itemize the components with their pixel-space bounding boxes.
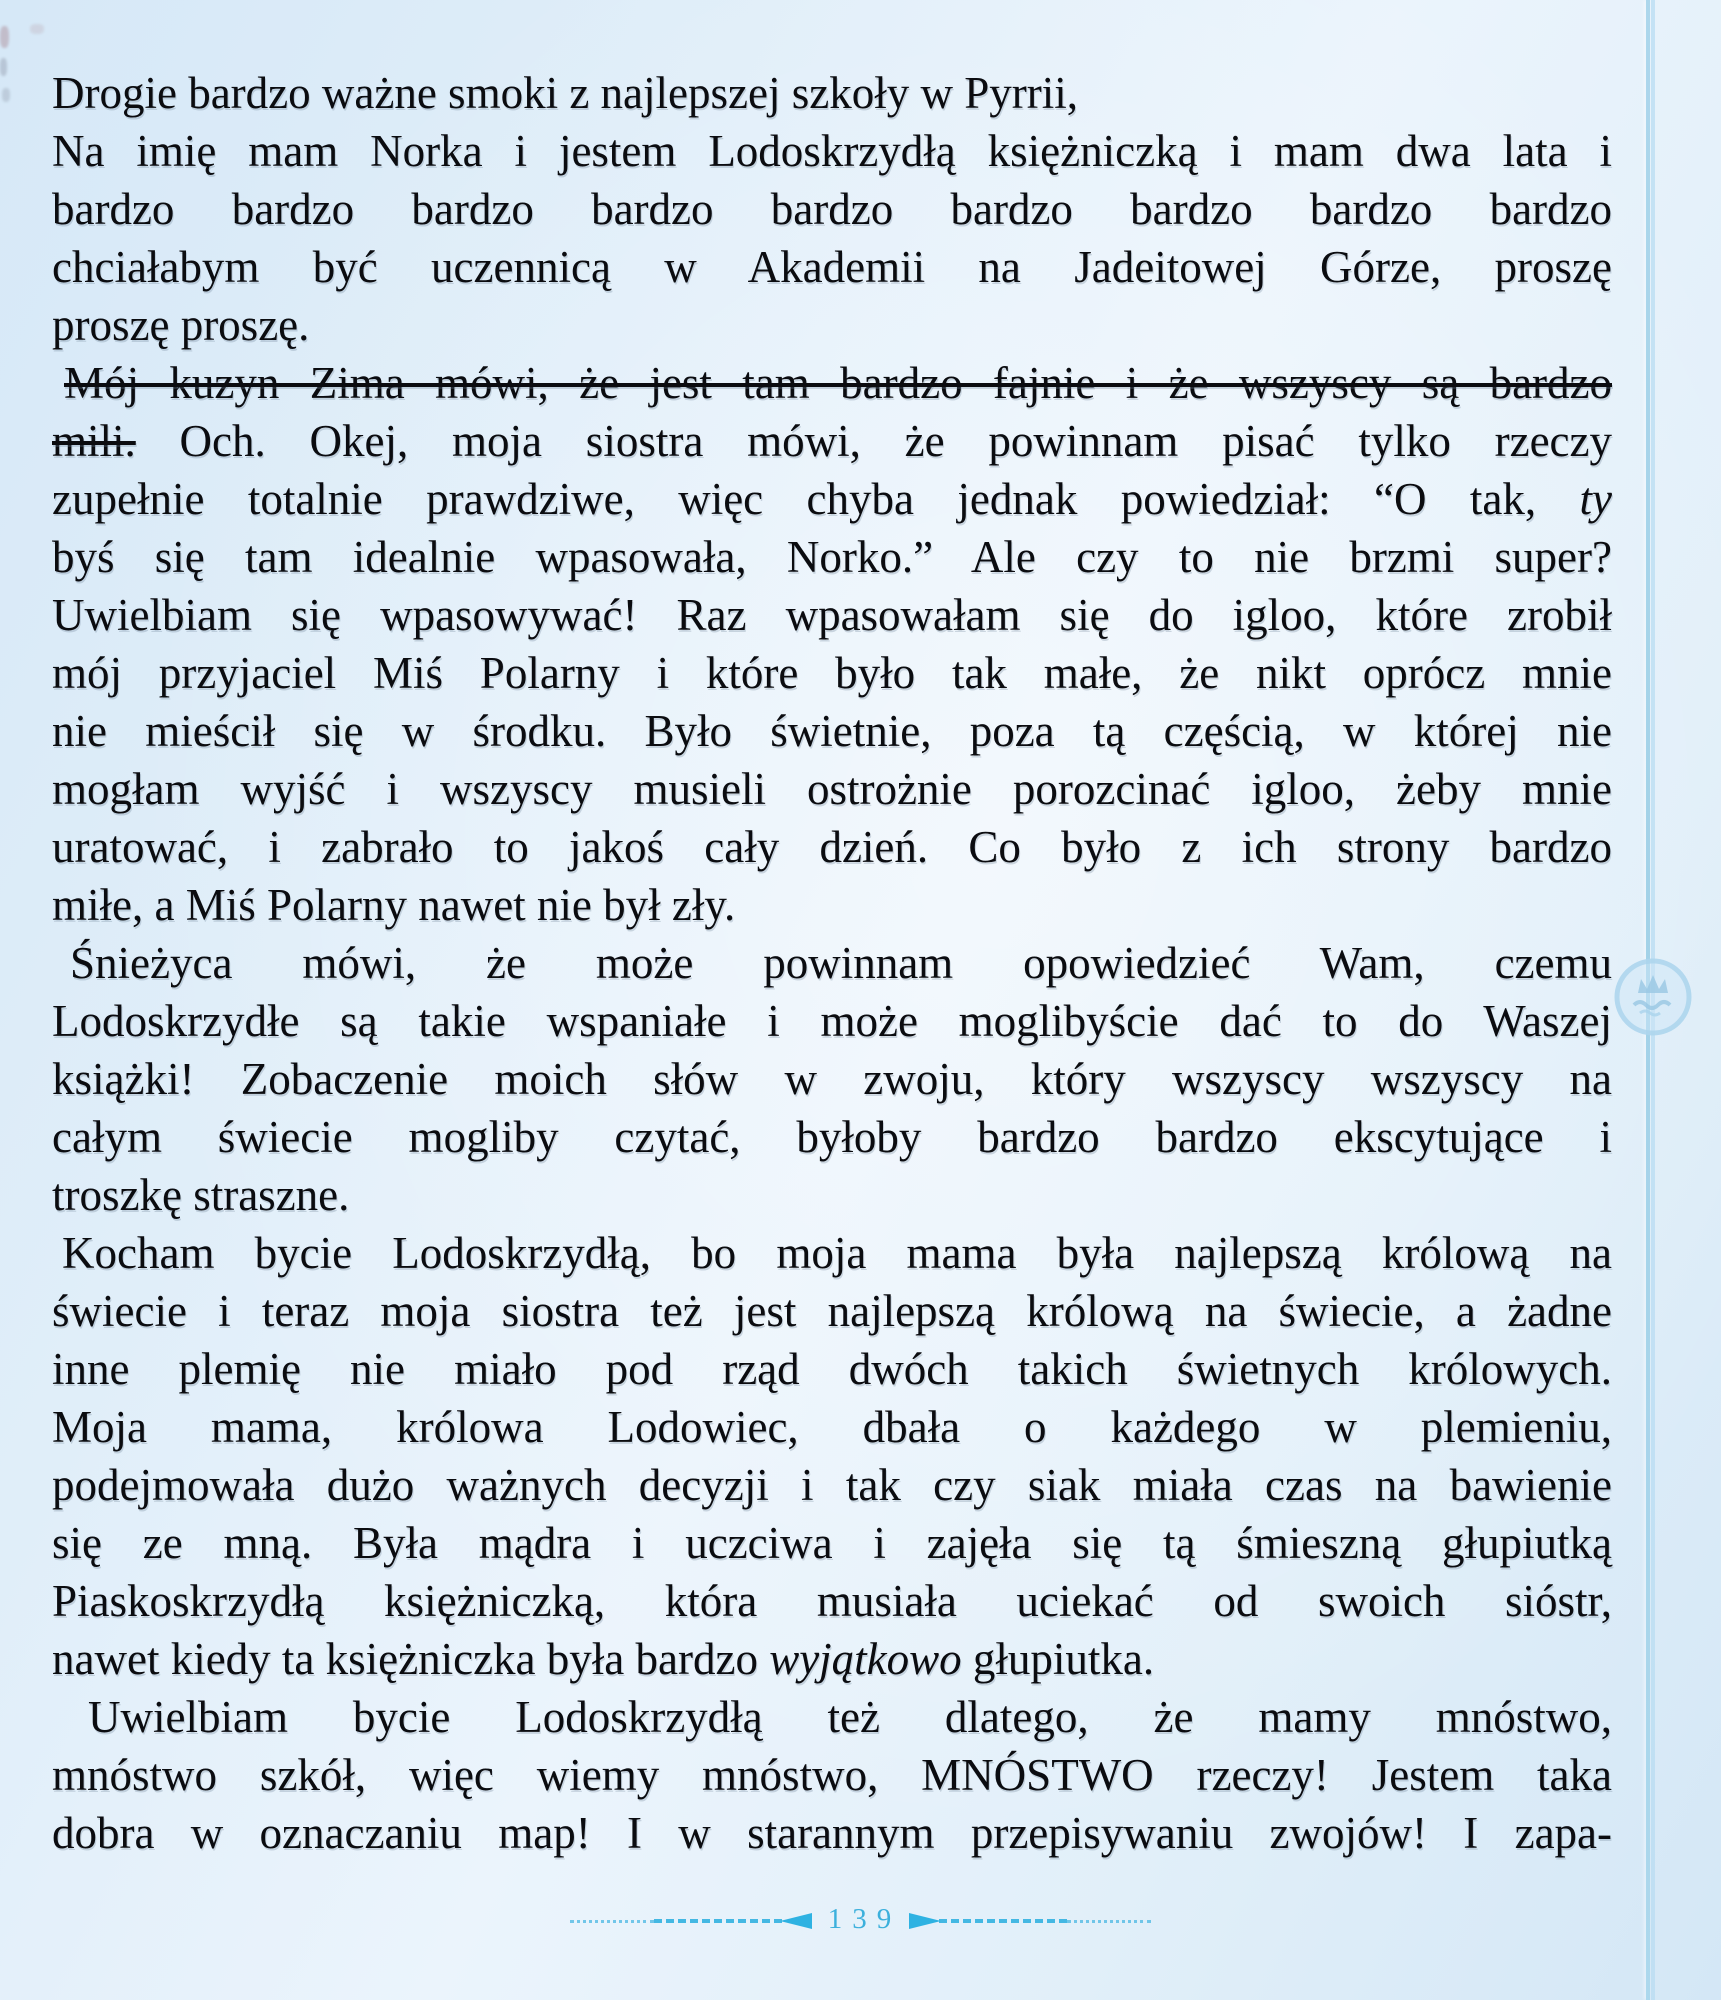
- text-segment: inne plemię nie miało pod rząd dwóch takich świetnych królowych.: [52, 1344, 1612, 1394]
- text-line: [52, 1224, 1612, 1282]
- ornament-dashes-right-icon: [939, 1919, 1067, 1923]
- scan-artifact: [0, 26, 9, 48]
- text-line: [52, 934, 1612, 992]
- text-line: [52, 644, 1612, 702]
- text-segment: głupiutka.: [961, 1634, 1155, 1684]
- text-line: [52, 296, 1612, 354]
- text-segment: nie mieścił się w środku. Było świetnie, poza tą częścią, w której nie: [52, 706, 1612, 756]
- text-segment: Piaskoskrzydłą księżniczką, która musiała uciekać od swoich sióstr,: [52, 1576, 1612, 1626]
- text-segment: Uwielbiam się wpasowywać! Raz wpasowałam się do igloo, które zrobił: [52, 590, 1612, 640]
- text-segment: Drogie bardzo ważne smoki z najlepszej szkoły w Pyrrii,: [52, 68, 1078, 118]
- scan-artifact: [2, 88, 10, 102]
- text-line: [52, 586, 1612, 644]
- text-line: [52, 1108, 1612, 1166]
- text-segment: świecie i teraz moja siostra też jest najlepszą królową na świecie, a żadne: [52, 1286, 1612, 1336]
- text-segment: Śnieżyca mówi, że może powinnam opowiedzieć Wam, czemu: [70, 938, 1612, 988]
- text-segment: mogłam wyjść i wszyscy musieli ostrożnie porozcinać igloo, żeby mnie: [52, 764, 1612, 814]
- ornament-dashes-left-icon: [654, 1919, 782, 1923]
- text-line: [52, 122, 1612, 180]
- text-line: [52, 1340, 1612, 1398]
- text-line: [52, 876, 1612, 934]
- ornament-dots-left-icon: [570, 1920, 654, 1923]
- strike-text: Mój kuzyn Zima mówi, że jest tam bardzo fajnie i że wszyscy są bardzo: [64, 358, 1612, 408]
- text-line: [52, 818, 1612, 876]
- text-segment: zupełnie totalnie prawdziwe, więc chyba jednak powiedział: “O tak,: [52, 474, 1580, 524]
- italic-text: wyjątkowo: [769, 1634, 962, 1684]
- text-line: [52, 1746, 1612, 1804]
- text-segment: Och. Okej, moja siostra mówi, że powinnam pisać tylko rzeczy: [135, 416, 1612, 466]
- text-line: [52, 64, 1612, 122]
- text-line: [52, 412, 1612, 470]
- text-line: [52, 238, 1612, 296]
- page-number: 139: [827, 1902, 902, 1935]
- text-segment: troszkę straszne.: [52, 1170, 350, 1220]
- italic-text: ty: [1579, 474, 1612, 524]
- strike-text: mili.: [52, 416, 136, 466]
- text-segment: się ze mną. Była mądra i uczciwa i zajęła się tą śmieszną głupiutką: [52, 1518, 1612, 1568]
- text-line: [52, 1572, 1612, 1630]
- text-segment: bardzo bardzo bardzo bardzo bardzo bardzo bardzo bardzo bardzo: [52, 184, 1612, 234]
- ornament-dots-right-icon: [1067, 1920, 1151, 1923]
- text-line: [52, 992, 1612, 1050]
- text-line: [52, 1166, 1612, 1224]
- text-segment: Na imię mam Norka i jestem Lodoskrzydłą księżniczką i mam dwa lata i: [52, 126, 1612, 176]
- scan-artifact: [0, 58, 7, 76]
- text-segment: dobra w oznaczaniu map! I w starannym przepisywaniu zwojów! I zapa-: [52, 1808, 1612, 1858]
- text-line: [52, 528, 1612, 586]
- text-segment: Uwielbiam bycie Lodoskrzydłą też dlatego, że mamy mnóstwo,: [88, 1692, 1612, 1742]
- text-line: [52, 760, 1612, 818]
- text-segment: książki! Zobaczenie moich słów w zwoju, który wszyscy wszyscy na: [52, 1054, 1612, 1104]
- text-line: [52, 1050, 1612, 1108]
- text-line: [52, 1514, 1612, 1572]
- crown-badge-icon: [1608, 951, 1698, 1043]
- text-segment: proszę proszę.: [52, 300, 310, 350]
- text-segment: Kocham bycie Lodoskrzydłą, bo moja mama była najlepszą królową na: [62, 1228, 1612, 1278]
- scan-artifact: [30, 24, 44, 34]
- arrow-left-icon: [780, 1913, 812, 1929]
- text-segment: Moja mama, królowa Lodowiec, dbała o każdego w plemieniu,: [52, 1402, 1612, 1452]
- text-segment: chciałabym być uczennicą w Akademii na Jadeitowej Górze, proszę: [52, 242, 1612, 292]
- text-line: [52, 354, 1612, 412]
- text-line: [52, 1804, 1612, 1862]
- arrow-right-icon: [909, 1913, 941, 1929]
- text-segment: mnóstwo szkół, więc wiemy mnóstwo, MNÓSTWO rzeczy! Jestem taka: [52, 1750, 1612, 1800]
- publisher-watermark-badge: [1608, 951, 1698, 1043]
- text-line: [52, 470, 1612, 528]
- text-segment: podejmowała dużo ważnych decyzji i tak czy siak miała czas na bawienie: [52, 1460, 1612, 1510]
- page-footer: [0, 1900, 1721, 1942]
- text-segment: mój przyjaciel Miś Polarny i które było tak małe, że nikt oprócz mnie: [52, 648, 1612, 698]
- text-segment: miłe, a Miś Polarny nawet nie był zły.: [52, 880, 736, 930]
- text-line: [52, 1630, 1612, 1688]
- text-line: [52, 702, 1612, 760]
- text-segment: byś się tam idealnie wpasowała, Norko.” Ale czy to nie brzmi super?: [52, 532, 1612, 582]
- text-line: [52, 180, 1612, 238]
- text-line: [52, 1456, 1612, 1514]
- letter-text: [52, 64, 1612, 1862]
- text-segment: nawet kiedy ta księżniczka była bardzo: [52, 1634, 770, 1684]
- text-line: [52, 1398, 1612, 1456]
- text-line: [52, 1282, 1612, 1340]
- text-segment: całym świecie mogliby czytać, byłoby bardzo bardzo ekscytujące i: [52, 1112, 1612, 1162]
- text-segment: uratować, i zabrało to jakoś cały dzień. Co było z ich strony bardzo: [52, 822, 1612, 872]
- text-line: [52, 1688, 1612, 1746]
- text-segment: Lodoskrzydłe są takie wspaniałe i może moglibyście dać to do Waszej: [52, 996, 1612, 1046]
